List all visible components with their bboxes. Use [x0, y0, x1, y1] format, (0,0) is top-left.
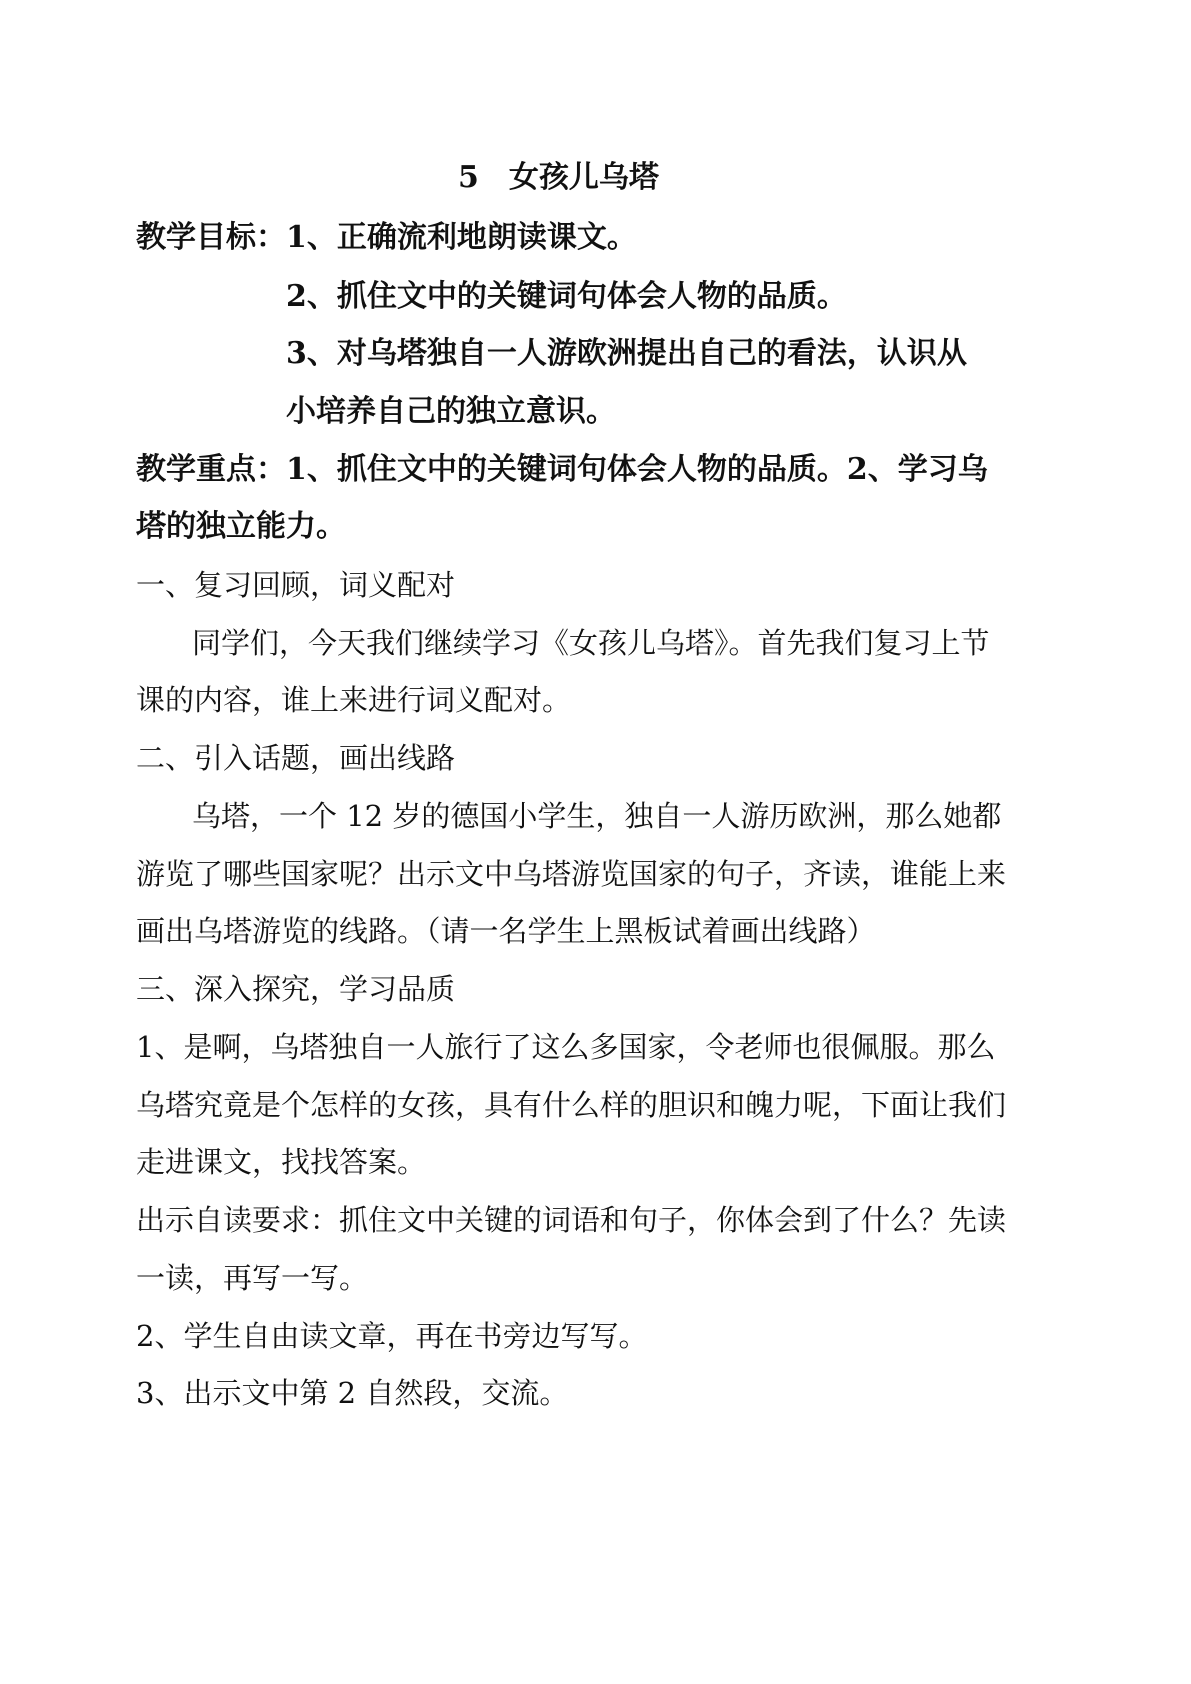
objective-item-2: 2、抓住文中的关键词句体会人物的品质。 — [286, 279, 847, 314]
objective-item-3-line-2: 小培养自己的独立意识。 — [286, 394, 616, 429]
section-3-item-1-line-3: 走进课文，找找答案。 — [136, 1145, 427, 1179]
section-1-paragraph-line-2: 课的内容，谁上来进行词义配对。 — [136, 683, 572, 717]
key-points-line-1: 教学重点：1、抓住文中的关键词句体会人物的品质。2、学习乌 — [136, 452, 988, 487]
section-3-item-1-line-2: 乌塔究竟是个怎样的女孩，具有什么样的胆识和魄力呢，下面让我们 — [136, 1088, 1007, 1122]
section-2-paragraph-line-2: 游览了哪些国家呢？出示文中乌塔游览国家的句子，齐读，谁能上来 — [136, 857, 1007, 891]
section-3-item-3: 3、出示文中第 2 自然段，交流。 — [136, 1376, 569, 1410]
objectives-label: 教学目标： — [136, 220, 286, 255]
section-2-heading: 二、引入话题，画出线路 — [136, 741, 456, 775]
objective-item-3-line-1: 3、对乌塔独自一人游欧洲提出自己的看法，认识从 — [286, 336, 967, 371]
section-3-heading: 三、深入探究，学习品质 — [136, 972, 456, 1006]
reading-requirement-line-1: 出示自读要求：抓住文中关键的词语和句子，你体会到了什么？先读 — [136, 1203, 1007, 1237]
section-3-item-2: 2、学生自由读文章，再在书旁边写写。 — [136, 1319, 648, 1353]
section-1-heading: 一、复习回顾，词义配对 — [136, 568, 456, 602]
section-2-paragraph-line-3: 画出乌塔游览的线路。（请一名学生上黑板试着画出线路） — [136, 914, 876, 948]
section-3-item-1-line-1: 1、是啊，乌塔独自一人旅行了这么多国家，令老师也很佩服。那么 — [136, 1030, 996, 1064]
objective-item-1: 1、正确流利地朗读课文。 — [286, 220, 637, 255]
section-1-paragraph-line-1: 同学们，今天我们继续学习《女孩儿乌塔》。首先我们复习上节 — [192, 626, 990, 660]
key-points-line-2: 塔的独立能力。 — [136, 509, 346, 544]
page-title: 5 女孩儿乌塔 — [458, 160, 659, 195]
section-2-paragraph-line-1: 乌塔，一个 12 岁的德国小学生，独自一人游历欧洲，那么她都 — [192, 799, 1002, 833]
reading-requirement-line-2: 一读，再写一写。 — [136, 1261, 369, 1295]
